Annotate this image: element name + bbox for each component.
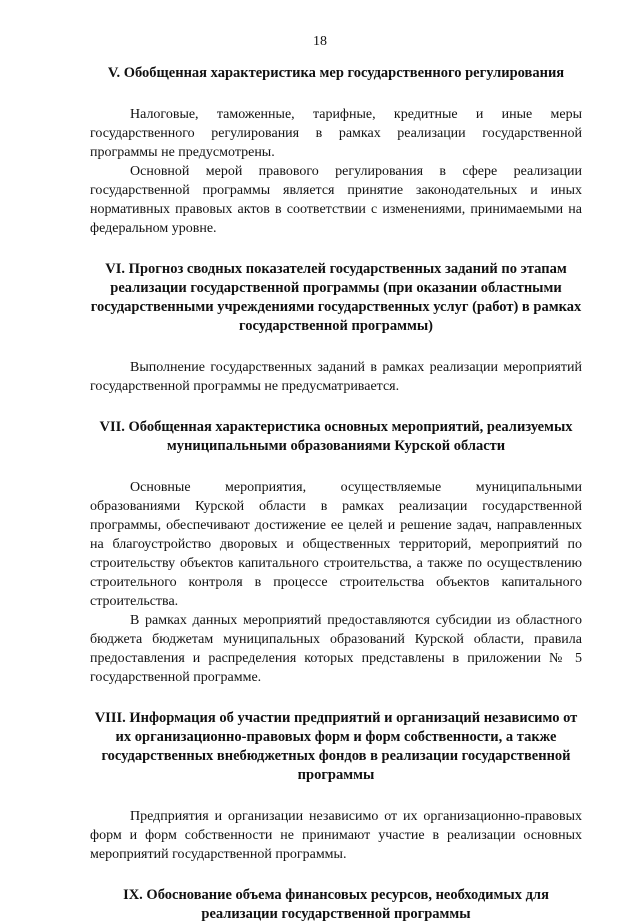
section-5 xyxy=(90,64,582,238)
section-7 xyxy=(90,418,582,687)
section-7-paragraph-1: Основные мероприятия, осуществляемые муниципальными образованиями Курской области в рамках реализации государственной программы, обеспечивают достижение ее целей и решение задач, направленных на благоустройство дворовых и общественных территорий, мероприятий по строительству объектов капитального строительства, а также по осуществлению строительного контроля в процессе строительства объектов капитального строительства. xyxy=(90,480,582,609)
section-8-heading: VIII. Информация об участии предприятий и организаций независимо от их организационно-правовых форм и форм собственности, а также государственных внебюджетных фондов в реализации государственной программы xyxy=(94,710,578,783)
section-7-paragraph-2: В рамках данных мероприятий предоставляются субсидии из областного бюджета бюджетам муниципальных образований Курской области, правила предоставления и распределения которых представлены в приложении № 5 государственной программе. xyxy=(90,613,582,685)
section-6-heading: VI. Прогноз сводных показателей государственных заданий по этапам реализации государственной программы (при оказании областными государственными учреждениями государственных услуг (работ) в рамках государственной программы) xyxy=(90,261,582,334)
section-5-paragraph-1: Налоговые, таможенные, тарифные, кредитные и иные меры государственного регулирования в рамках реализации государственной программы не предусмотрены. xyxy=(90,107,582,160)
section-5-paragraph-2: Основной мерой правового регулирования в сфере реализации государственной программы является принятие законодательных и иных нормативных правовых актов в соответствии с изменениями, принимаемыми на федеральном уровне. xyxy=(90,164,582,236)
section-8-paragraph-1: Предприятия и организации независимо от их организационно-правовых форм и форм собственности не принимают участие в реализации основных мероприятий государственной программы. xyxy=(90,809,582,862)
section-7-heading: VII. Обобщенная характеристика основных мероприятий, реализуемых муниципальными образованиями Курской области xyxy=(99,419,573,454)
section-6-paragraph-1: Выполнение государственных заданий в рамках реализации мероприятий государственной программы не предусматривается. xyxy=(90,360,582,394)
page-content xyxy=(90,64,582,924)
section-8 xyxy=(90,709,582,864)
page-number: 18 xyxy=(313,34,327,49)
section-5-heading: V. Обобщенная характеристика мер государственного регулирования xyxy=(107,65,565,81)
section-9 xyxy=(90,886,582,924)
section-9-heading: IX. Обоснование объема финансовых ресурсов, необходимых для реализации государственной программы xyxy=(123,887,549,922)
section-6 xyxy=(90,260,582,396)
